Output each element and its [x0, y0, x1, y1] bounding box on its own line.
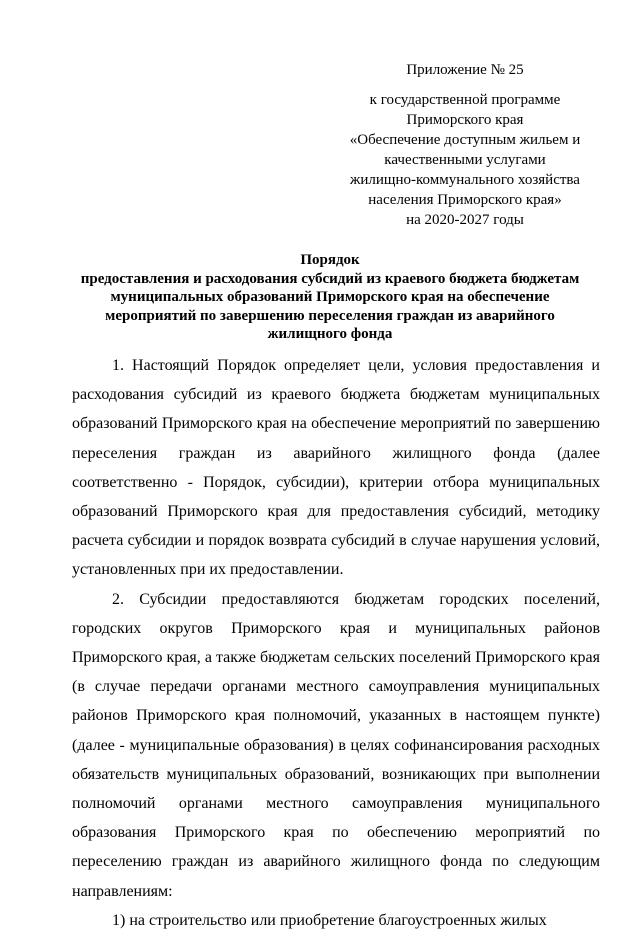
appendix-line: на 2020-2027 годы	[406, 212, 524, 228]
title-line: мероприятий по завершению переселения граждан из аварийного	[105, 307, 555, 324]
document-body	[72, 351, 600, 935]
appendix-line: населения Приморского края»	[368, 192, 562, 208]
appendix-line: жилищно-коммунального хозяйства	[350, 172, 580, 188]
appendix-line: Приморского края	[406, 112, 524, 128]
appendix-number: Приложение № 25	[406, 62, 524, 78]
document-title	[60, 251, 600, 344]
paragraph-1: 1. Настоящий Порядок определяет цели, условия предоставления и расходования субсидий из краевого бюджета бюджетам муниципальных образований Приморского края на обеспечение мероприятий по завершению переселения граждан из аварийного жилищного фонда (далее соответственно - Порядок, субсидии), критерии отбора муниципальных образований Приморского края для предоставления субсидий, методику расчета субсидии и порядок возврата субсидий в случае нарушения условий, установленных при их предоставлении.	[72, 357, 600, 579]
title-heading: Порядок	[300, 252, 360, 268]
title-line: муниципальных образований Приморского края на обеспечение	[110, 289, 550, 305]
appendix-block	[340, 60, 590, 230]
title-line: предоставления и расходования субсидий из краевого бюджета бюджетам	[80, 270, 580, 287]
paragraph-2: 2. Субсидии предоставляются бюджетам городских поселений, городских округов Приморского края и муниципальных районов Приморского края, а также бюджетам сельских поселений Приморского края (в случае передачи органами местного самоуправления муниципальных районов Приморского края полномочий, указанных в настоящем пункте) (далее - муниципальные образования) в целях софинансирования расходных обязательств муниципальных образований, возникающих при выполнении полномочий органами местного самоуправления муниципального образования Приморского края по обеспечению мероприятий по переселению граждан из аварийного жилищного фонда по следующим направлениям:	[72, 590, 600, 900]
paragraph-3: 1) на строительство или приобретение благоустроенных жилых	[112, 911, 547, 929]
appendix-line: качественными услугами	[384, 152, 546, 168]
appendix-line: «Обеспечение доступным жильем и	[349, 132, 581, 148]
title-line: жилищного фонда	[267, 326, 393, 342]
appendix-line: к государственной программе	[369, 92, 561, 108]
